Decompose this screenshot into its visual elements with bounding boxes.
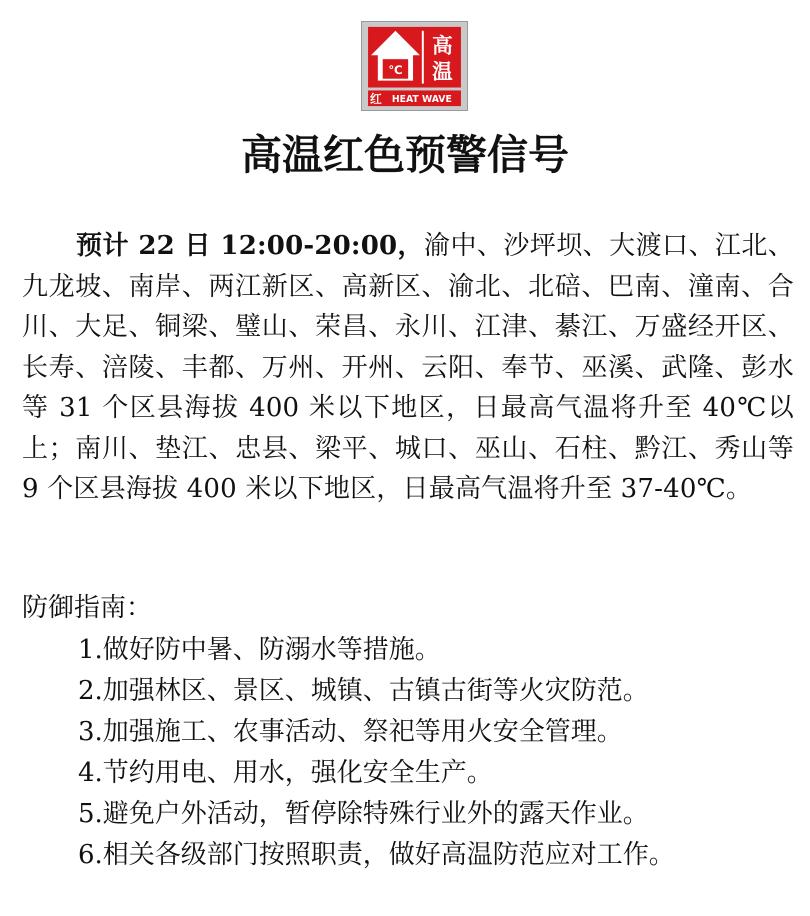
- logo-temp-glyph: 温: [432, 59, 453, 84]
- logo-color-label: 红: [370, 92, 382, 107]
- logo-heat-wave-text: HEAT WAVE: [391, 94, 452, 106]
- logo-celsius-glyph: ℃: [388, 62, 403, 77]
- guide-item: 3.加强施工、农事活动、祭祀等用火安全管理。: [78, 717, 623, 747]
- defense-guide-heading: 防御指南：: [22, 593, 153, 623]
- logo-high-glyph: 高: [432, 33, 453, 58]
- guide-item: 6.相关各级部门按照职责，做好高温防范应对工作。: [78, 840, 675, 870]
- guide-item: 5.避免户外活动，暂停除特殊行业外的露天作业。: [78, 799, 649, 829]
- heat-wave-red-warning-logo: [361, 21, 468, 111]
- forecast-time-lead: 预计 22 日 12:00-20:00，: [76, 231, 425, 261]
- logo-divider: [422, 31, 424, 84]
- defense-guide-list: [78, 630, 794, 876]
- guide-item: 1.做好防中暑、防溺水等措施。: [78, 635, 441, 665]
- guide-item: 2.加强林区、景区、城镇、古镇古街等火灾防范。: [78, 676, 649, 706]
- forecast-body: 渝中、沙坪坝、大渡口、江北、九龙坡、南岸、两江新区、高新区、渝北、北碚、巴南、潼南、合川、大足、铜梁、璧山、荣昌、永川、江津、綦江、万盛经开区、长寿、涪陵、丰都、万州、开州、云阳、奉节、巫溪、武隆、彭水等 31 个区县海拔 400 米以下地区，日最高气温将升至 40℃以上；南川、垫江、忠县、梁平、城口、巫山、石柱、黔江、秀山等 9 个区县海拔 400 米以下地区，日最高气温将升至 37-40℃。: [22, 231, 794, 504]
- page-title: 高温红色预警信号: [241, 131, 569, 179]
- guide-item: 4.节约用电、用水，强化安全生产。: [78, 758, 493, 788]
- forecast-paragraph: [22, 226, 794, 510]
